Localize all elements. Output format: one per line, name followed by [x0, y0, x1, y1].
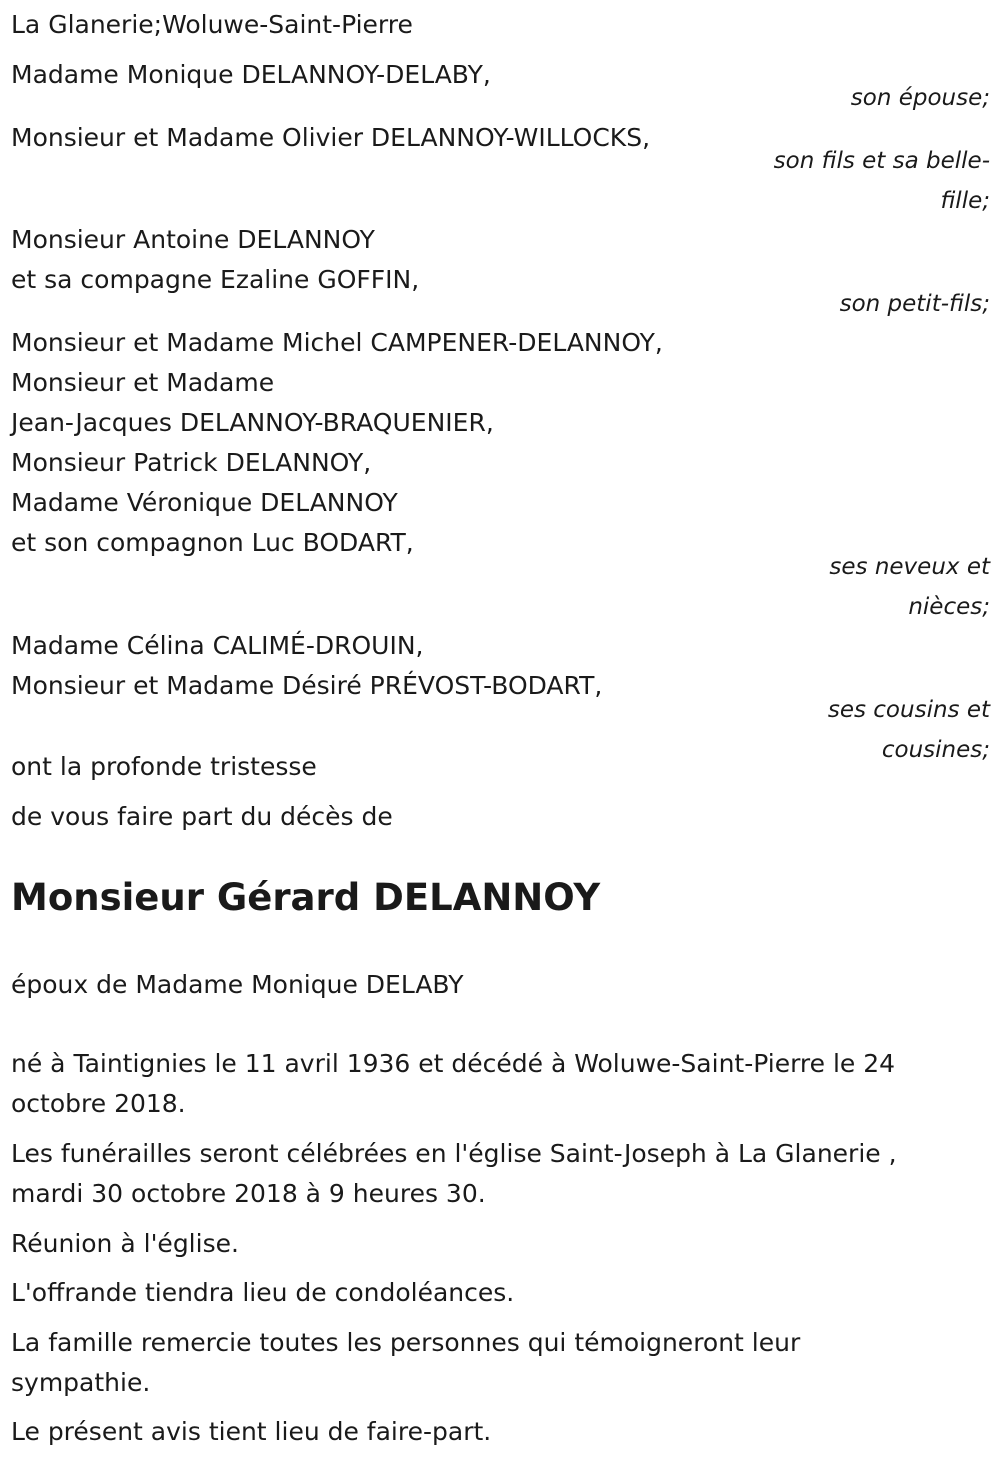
thanks-line: sympathie. — [11, 1368, 151, 1397]
spouse-line: époux de Madame Monique DELABY — [11, 970, 464, 999]
meeting-line: Réunion à l'église. — [11, 1229, 239, 1258]
family-name-line: Monsieur et Madame — [11, 368, 275, 397]
family-name-line: Monsieur et Madame Désiré PRÉVOST-BODART, — [11, 671, 603, 700]
notice-line: Le présent avis tient lieu de faire-part. — [11, 1417, 492, 1446]
family-name-line: Monsieur Patrick DELANNOY, — [11, 448, 372, 477]
announcement-line: de vous faire part du décès de — [11, 802, 393, 831]
family-relation: cousines; — [881, 737, 990, 763]
family-relation: fille; — [940, 188, 990, 214]
family-name-line: et sa compagne Ezaline GOFFIN, — [11, 265, 420, 294]
funeral-line: mardi 30 octobre 2018 à 9 heures 30. — [11, 1179, 486, 1208]
birth-death-line: octobre 2018. — [11, 1089, 186, 1118]
family-name-line: Madame Véronique DELANNOY — [11, 488, 398, 517]
family-name-line: et son compagnon Luc BODART, — [11, 528, 414, 557]
deceased-name: Monsieur Gérard DELANNOY — [11, 876, 601, 919]
family-name-line: Monsieur et Madame Michel CAMPENER-DELANNOY, — [11, 328, 663, 357]
family-name-line: Jean-Jacques DELANNOY-BRAQUENIER, — [11, 408, 494, 437]
location-header: La Glanerie;Woluwe-Saint-Pierre — [11, 10, 413, 39]
family-relation: ses cousins et — [827, 697, 990, 723]
birth-death-line: né à Taintignies le 11 avril 1936 et décédé à Woluwe-Saint-Pierre le 24 — [11, 1049, 896, 1078]
funeral-line: Les funérailles seront célébrées en l'église Saint-Joseph à La Glanerie , — [11, 1139, 897, 1168]
family-relation: ses neveux et — [829, 554, 990, 580]
family-relation: son fils et sa belle- — [773, 148, 990, 174]
announcement-line: ont la profonde tristesse — [11, 752, 317, 781]
family-name-line: Madame Monique DELANNOY-DELABY, — [11, 60, 491, 89]
offering-line: L'offrande tiendra lieu de condoléances. — [11, 1278, 515, 1307]
family-relation: nièces; — [908, 594, 990, 620]
family-name-line: Monsieur Antoine DELANNOY — [11, 225, 375, 254]
family-relation: son épouse; — [850, 85, 990, 111]
thanks-line: La famille remercie toutes les personnes qui témoigneront leur — [11, 1328, 801, 1357]
family-name-line: Monsieur et Madame Olivier DELANNOY-WILLOCKS, — [11, 123, 651, 152]
family-name-line: Madame Célina CALIMÉ-DROUIN, — [11, 631, 424, 660]
family-relation: son petit-fils; — [839, 291, 990, 317]
